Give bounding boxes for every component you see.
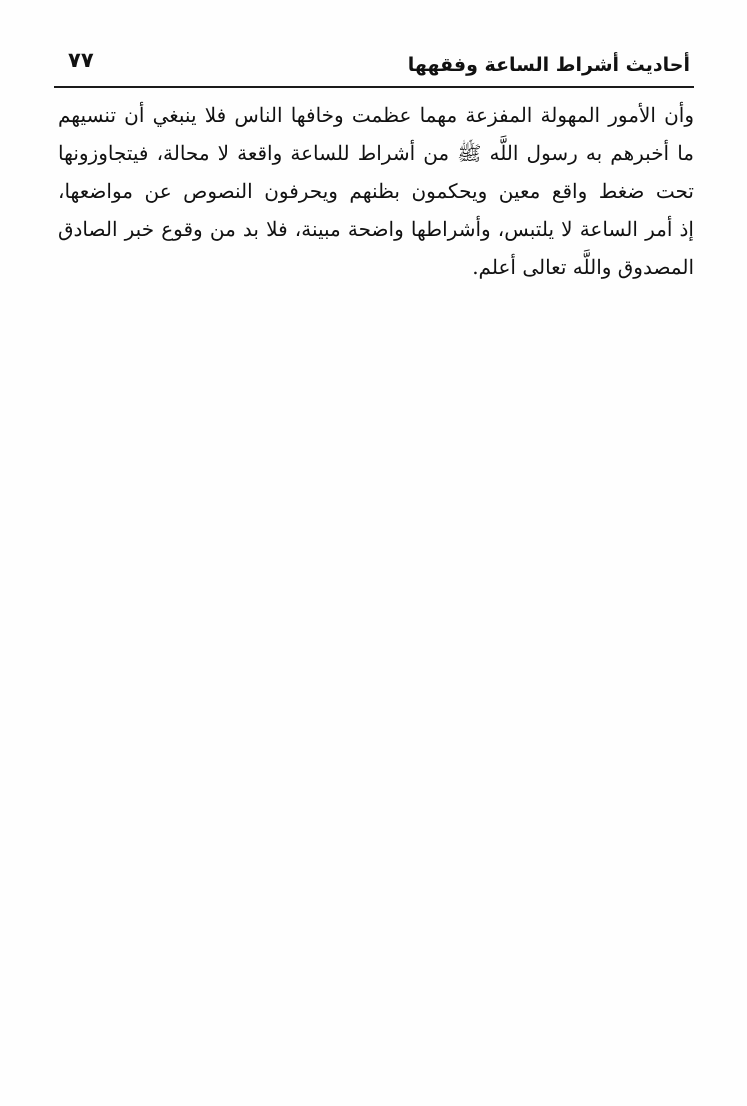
text-line: ما أخبرهم به رسول اللَّه ﷺ من أشراط للساعة واقعة لا محالة، فيتجاوزونها xyxy=(58,141,694,165)
text-line: تحت ضغط واقع معين ويحكمون بظنهم ويحرفون النصوص عن مواضعها، xyxy=(58,179,694,203)
text-line: المصدوق واللَّه تعالى أعلم. xyxy=(472,255,694,279)
page-number: ٧٧ xyxy=(68,48,94,72)
body-paragraph xyxy=(58,96,694,286)
text-line: إذ أمر الساعة لا يلتبس، وأشراطها واضحة مبينة، فلا بد من وقوع خبر الصادق xyxy=(58,217,694,241)
text-line: وأن الأمور المهولة المفزعة مهما عظمت وخافها الناس فلا ينبغي أن تنسيهم xyxy=(58,103,694,127)
page-header xyxy=(54,40,694,88)
running-title: أحاديث أشراط الساعة وفقهها xyxy=(407,54,690,76)
